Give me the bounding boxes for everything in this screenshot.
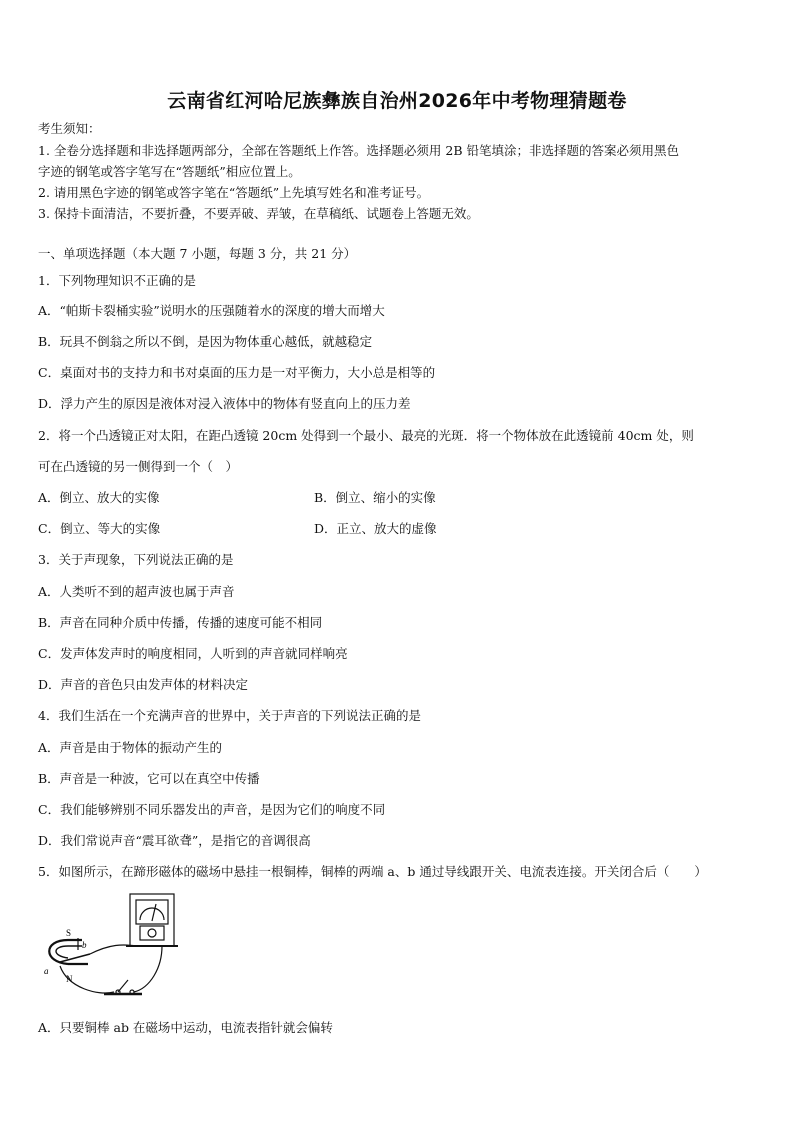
notice-item: 1. 全卷分选择题和非选择题两部分，全部在答题纸上作答。选择题必须用 2B 铅笔填涂；非选择题的答案必须用黑色: [38, 143, 679, 158]
figure-label-n: N: [66, 974, 73, 984]
question-stem: 2．将一个凸透镜正对太阳，在距凸透镜 20cm 处得到一个最小、最亮的光斑．将一个物体放在此透镜前 40cm 处，则: [38, 428, 694, 443]
notice-item: 3. 保持卡面清洁，不要折叠，不要弄破、弄皱，在草稿纸、试题卷上答题无效。: [38, 206, 479, 221]
question-option: B．声音在同种介质中传播，传播的速度可能不相同: [38, 615, 323, 630]
question-stem-continued: 可在凸透镜的另一侧得到一个（ ）: [38, 459, 239, 474]
question-option: A．声音是由于物体的振动产生的: [38, 740, 223, 755]
figure-label-b: b: [82, 940, 87, 950]
notice-heading: 考生须知：: [38, 121, 101, 136]
question-option: D．我们常说声音“震耳欲聋”，是指它的音调很高: [38, 833, 311, 848]
circuit-figure: [38, 888, 178, 1006]
question-option: C．倒立、等大的实像: [38, 521, 161, 536]
notice-item: 字迹的钢笔或答字笔写在“答题纸”相应位置上。: [38, 164, 301, 179]
question-stem: 3．关于声现象，下列说法正确的是: [38, 552, 234, 567]
notice-item: 2. 请用黑色字迹的钢笔或答字笔在“答题纸”上先填写姓名和准考证号。: [38, 185, 430, 200]
figure-label-a: a: [44, 966, 49, 976]
figure-label-s: S: [66, 928, 72, 938]
question-option: B．倒立、缩小的实像: [314, 490, 436, 505]
question-stem: 1．下列物理知识不正确的是: [38, 273, 196, 288]
question-option: A．只要铜棒 ab 在磁场中运动，电流表指针就会偏转: [38, 1020, 333, 1035]
question-option: A．“帕斯卡裂桶实验”说明水的压强随着水的深度的增大而增大: [38, 303, 385, 318]
question-stem: 4．我们生活在一个充满声音的世界中，关于声音的下列说法正确的是: [38, 708, 421, 723]
question-option: A．倒立、放大的实像: [38, 490, 160, 505]
question-option: C．桌面对书的支持力和书对桌面的压力是一对平衡力，大小总是相等的: [38, 365, 436, 380]
question-stem: 5．如图所示，在蹄形磁体的磁场中悬挂一根铜棒，铜棒的两端 a、b 通过导线跟开关、电流表连接。开关闭合后（ ）: [38, 864, 707, 879]
question-option: D．正立、放大的虚像: [314, 521, 437, 536]
page-title: 云南省红河哈尼族彝族自治州2026年中考物理猜题卷: [167, 90, 627, 112]
question-option: A．人类听不到的超声波也属于声音: [38, 584, 235, 599]
question-option: B．玩具不倒翁之所以不倒，是因为物体重心越低，就越稳定: [38, 334, 373, 349]
question-option: C．我们能够辨别不同乐器发出的声音，是因为它们的响度不同: [38, 802, 386, 817]
question-option: C．发声体发声时的响度相同，人听到的声音就同样响亮: [38, 646, 348, 661]
question-option: D．浮力产生的原因是液体对浸入液体中的物体有竖直向上的压力差: [38, 396, 411, 411]
section-heading: 一、单项选择题（本大题 7 小题，每题 3 分，共 21 分）: [38, 246, 357, 261]
question-option: D．声音的音色只由发声体的材料决定: [38, 677, 249, 692]
question-option: B．声音是一种波，它可以在真空中传播: [38, 771, 260, 786]
